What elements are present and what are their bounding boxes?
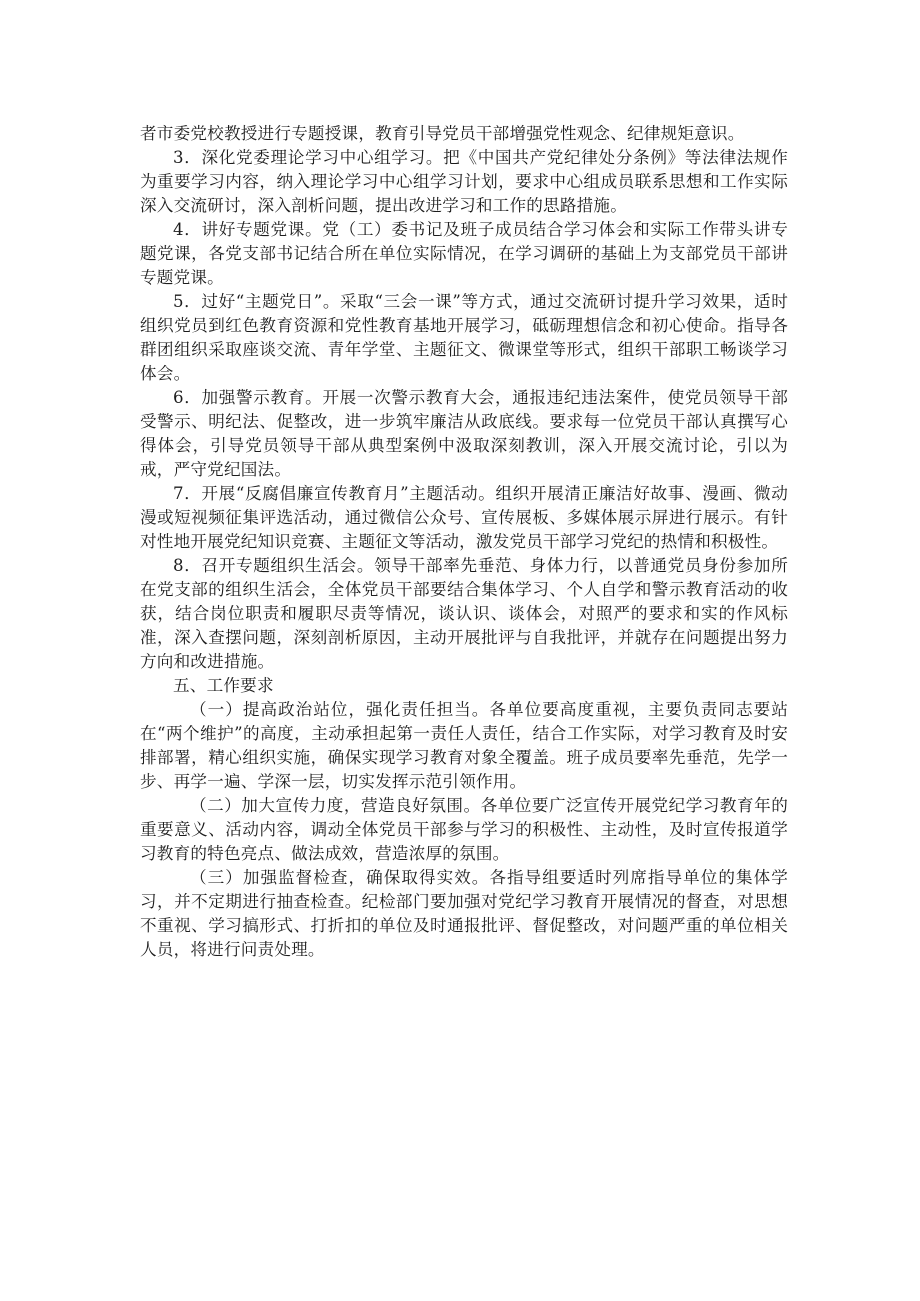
section-heading-work-requirements: 五、工作要求 — [173, 676, 274, 695]
paragraph-requirement-1: （一）提高政治站位，强化责任担当。各单位要高度重视，主要负责同志要站在“两个维护”的高度，主动承担起第一责任人责任，结合工作实际，对学习教育及时安排部署，精心组织实施，确保实现学习教育对象全覆盖。班子成员要率先垂范，先学一步、再学一遍、学深一层，切实发挥示范引领作用。 — [140, 700, 788, 791]
paragraph-item-8: 8．召开专题组织生活会。领导干部率先垂范、身体力行，以普通党员身份参加所在党支部的组织生活会，全体党员干部要结合集体学习、个人自学和警示教育活动的收获，结合岗位职责和履职尽责等情况，谈认识、谈体会，对照严的要求和实的作风标准，深入查摆问题，深刻剖析原因，主动开展批评与自我批评，并就存在问题提出努力方向和改进措施。 — [140, 556, 788, 671]
paragraph-requirement-3: （三）加强监督检查，确保取得实效。各指导组要适时列席指导单位的集体学习，并不定期进行抽查检查。纪检部门要加强对党纪学习教育开展情况的督查，对思想不重视、学习搞形式、打折扣的单位及时通报批评、督促整改，对问题严重的单位相关人员，将进行问责处理。 — [140, 868, 788, 959]
paragraph-requirement-2: （二）加大宣传力度，营造良好氛围。各单位要广泛宣传开展党纪学习教育年的重要意义、活动内容，调动全体党员干部参与学习的积极性、主动性，及时宣传报道学习教育的特色亮点、做法成效，营造浓厚的氛围。 — [140, 796, 788, 863]
paragraph-continuation: 者市委党校教授进行专题授课，教育引导党员干部增强党性观念、纪律规矩意识。 — [140, 124, 745, 143]
paragraph-item-4: 4．讲好专题党课。党（工）委书记及班子成员结合学习体会和实际工作带头讲专题党课，各党支部书记结合所在单位实际情况，在学习调研的基础上为支部党员干部讲专题党课。 — [140, 220, 788, 287]
paragraph-item-7: 7．开展“反腐倡廉宣传教育月”主题活动。组织开展清正廉洁好故事、漫画、微动漫或短视频征集评选活动，通过微信公众号、宣传展板、多媒体展示屏进行展示。有针对性地开展党纪知识竞赛、主题征文等活动，激发党员干部学习党纪的热情和积极性。 — [140, 484, 788, 551]
paragraph-item-6: 6．加强警示教育。开展一次警示教育大会，通报违纪违法案件，使党员领导干部受警示、明纪法、促整改，进一步筑牢廉洁从政底线。要求每一位党员干部认真撰写心得体会，引导党员领导干部从典型案例中汲取深刻教训，深入开展交流讨论，引以为戒，严守党纪国法。 — [140, 388, 788, 479]
paragraph-item-3: 3．深化党委理论学习中心组学习。把《中国共产党纪律处分条例》等法律法规作为重要学习内容，纳入理论学习中心组学习计划，要求中心组成员联系思想和工作实际深入交流研讨，深入剖析问题，提出改进学习和工作的思路措施。 — [140, 148, 788, 215]
document-body — [140, 122, 788, 962]
paragraph-item-5: 5．过好“主题党日”。采取“三会一课”等方式，通过交流研讨提升学习效果，适时组织党员到红色教育资源和党性教育基地开展学习，砥砺理想信念和初心使命。指导各群团组织采取座谈交流、青年学堂、主题征文、微课堂等形式，组织干部职工畅谈学习体会。 — [140, 292, 788, 383]
